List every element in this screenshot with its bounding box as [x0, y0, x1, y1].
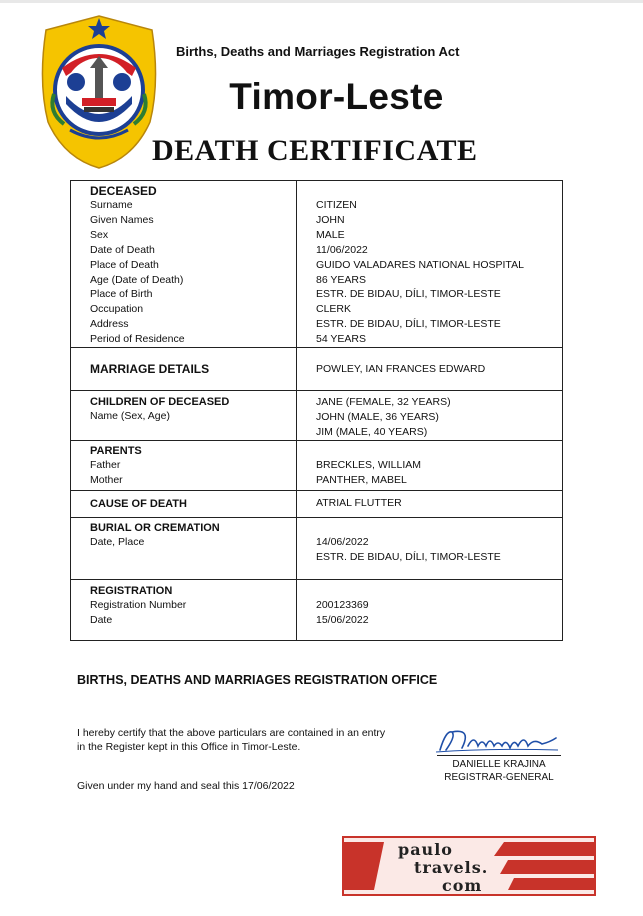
registration-date: 15/06/2022: [316, 613, 369, 626]
registration-section: [71, 579, 563, 640]
marriage-label-cell: [71, 348, 297, 391]
children-section: [71, 391, 563, 441]
field-value: ESTR. DE BIDAU, DÍLI, TIMOR-LESTE: [316, 288, 501, 301]
children-value-cell: [297, 391, 563, 441]
section-heading: CHILDREN OF DECEASED: [90, 396, 230, 409]
field-label: Age (Date of Death): [90, 273, 184, 286]
top-edge: [0, 0, 643, 3]
section-heading: DECEASED: [90, 184, 157, 198]
field-value: 54 YEARS: [316, 333, 367, 346]
child-entry: JIM (MALE, 40 YEARS): [316, 425, 428, 438]
field-value: ESTR. DE BIDAU, DÍLI, TIMOR-LESTE: [316, 318, 501, 331]
deceased-section: [71, 181, 563, 348]
section-heading: REGISTRATION: [90, 584, 173, 597]
act-title: Births, Deaths and Marriages Registration Act: [176, 44, 460, 59]
registrar-block: [437, 758, 561, 784]
registrar-signature: [432, 720, 562, 756]
certificate-table: [70, 180, 563, 641]
father-label: Father: [90, 458, 121, 471]
child-entry: JOHN (MALE, 36 YEARS): [316, 410, 439, 423]
section-heading: BURIAL OR CREMATION: [90, 521, 220, 534]
field-label: Occupation: [90, 303, 144, 316]
marriage-section: [71, 348, 563, 391]
cause-section: [71, 490, 563, 517]
field-label: Place of Death: [90, 258, 159, 271]
burial-value-cell: [297, 517, 563, 579]
field-label: Place of Birth: [90, 288, 153, 301]
certify-line: I hereby certify that the above particulars are contained in an entry: [77, 727, 386, 739]
cause-value: ATRIAL FLUTTER: [316, 497, 402, 510]
burial-date: 14/06/2022: [316, 535, 369, 548]
field-label: Given Names: [90, 213, 154, 226]
watermark-line: travels.: [414, 858, 489, 877]
registration-value-cell: [297, 579, 563, 640]
field-label: Name (Sex, Age): [90, 410, 170, 423]
burial-label-cell: [71, 517, 297, 579]
section-heading: PARENTS: [90, 444, 142, 457]
field-label: Address: [90, 318, 129, 331]
field-label: Date, Place: [90, 535, 145, 548]
father-value: BRECKLES, WILLIAM: [316, 458, 422, 471]
mother-label: Mother: [90, 473, 123, 486]
deceased-values: [297, 181, 563, 348]
given-under-hand: Given under my hand and seal this 17/06/2022: [77, 780, 295, 792]
child-entry: JANE (FEMALE, 32 YEARS): [316, 396, 451, 409]
burial-section: [71, 517, 563, 579]
cause-label-cell: [71, 490, 297, 517]
registration-label-cell: [71, 579, 297, 640]
registration-number: 200123369: [316, 598, 369, 611]
registrar-title: REGISTRAR-GENERAL: [444, 772, 554, 783]
registrar-name: DANIELLE KRAJINA: [452, 759, 546, 770]
marriage-value: POWLEY, IAN FRANCES EDWARD: [316, 362, 486, 375]
watermark-line: paulo: [398, 840, 453, 859]
field-label: Date of Death: [90, 243, 155, 256]
section-heading: CAUSE OF DEATH: [90, 497, 187, 510]
field-label: Registration Number: [90, 598, 187, 611]
deceased-labels: [71, 181, 297, 348]
registration-office-heading: BIRTHS, DEATHS AND MARRIAGES REGISTRATION OFFICE: [77, 673, 438, 687]
field-value: 86 YEARS: [316, 273, 367, 286]
paulo-travels-watermark: [342, 836, 596, 896]
signature-line: [437, 755, 561, 756]
mother-value: PANTHER, MABEL: [316, 473, 407, 486]
field-value: CITIZEN: [316, 199, 357, 211]
country-title: Timor-Leste: [229, 76, 444, 117]
marriage-value-cell: [297, 348, 563, 391]
certification-statement: [77, 726, 385, 754]
parents-label-cell: [71, 440, 297, 490]
field-label: Surname: [90, 199, 133, 211]
parents-section: [71, 440, 563, 490]
burial-place: ESTR. DE BIDAU, DÍLI, TIMOR-LESTE: [316, 550, 501, 563]
field-label: Date: [90, 613, 113, 626]
certify-line: in the Register kept in this Office in Timor-Leste.: [77, 741, 301, 753]
children-label-cell: [71, 391, 297, 441]
section-heading: MARRIAGE DETAILS: [90, 362, 210, 377]
document-title: DEATH CERTIFICATE: [152, 134, 478, 167]
field-label: Sex: [90, 228, 109, 241]
cause-value-cell: [297, 490, 563, 517]
field-value: MALE: [316, 228, 345, 241]
field-value: JOHN: [316, 213, 345, 226]
field-value: GUIDO VALADARES NATIONAL HOSPITAL: [316, 258, 524, 271]
field-value: CLERK: [316, 303, 352, 316]
field-value: 11/06/2022: [316, 243, 368, 256]
parents-value-cell: [297, 440, 563, 490]
field-label: Period of Residence: [90, 333, 185, 346]
watermark-line: com: [442, 876, 483, 895]
